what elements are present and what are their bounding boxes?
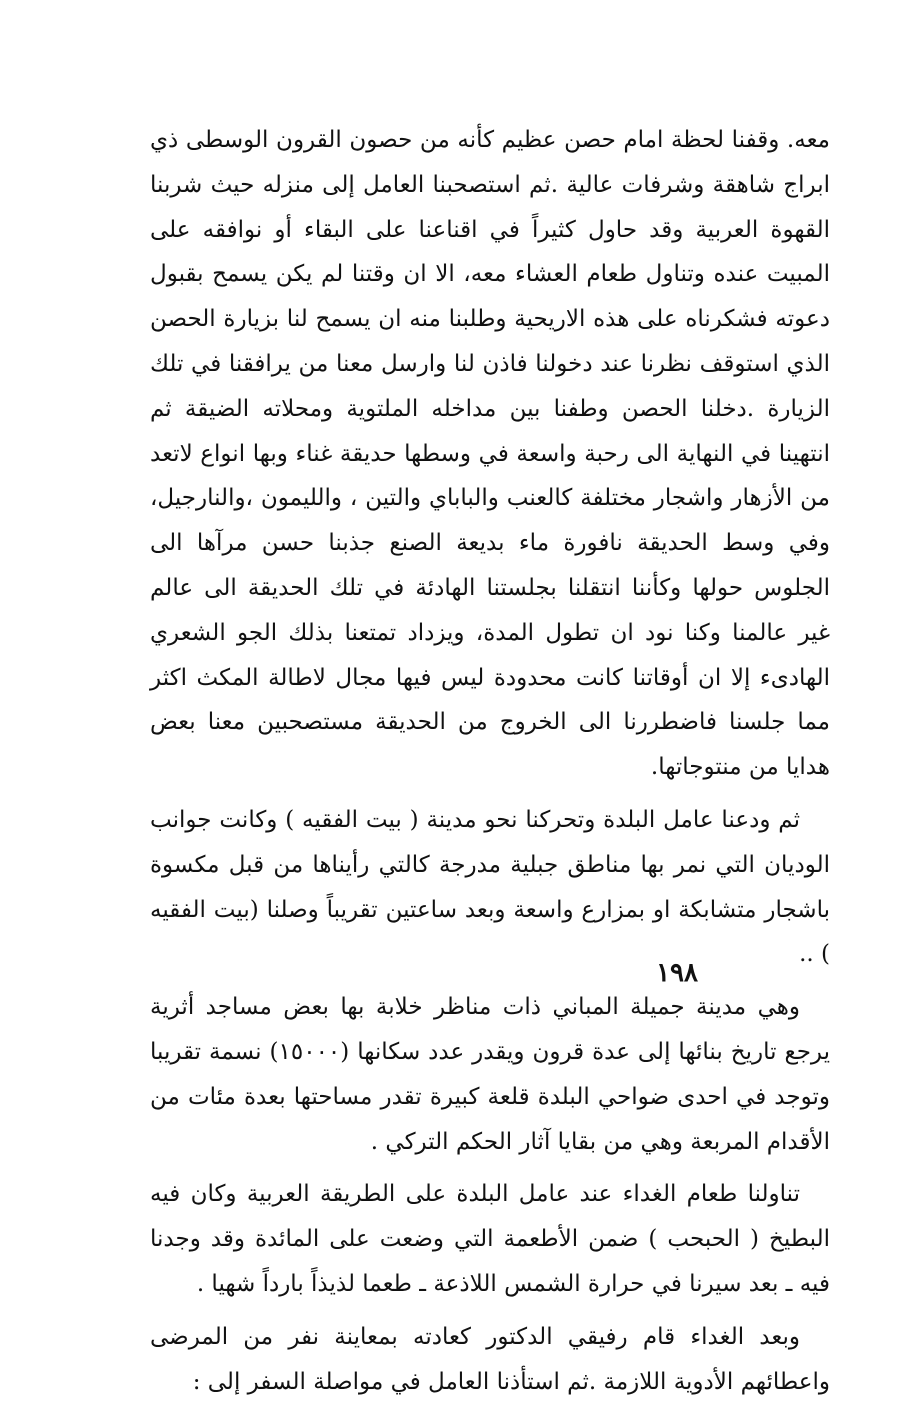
paragraph-2: ثم ودعنا عامل البلدة وتحركنا نحو مدينة ( بيت الفقيه ) وكانت جوانب الوديان التي نمر بها مناطق جبلية مدرجة كالتي رأيناها من قبل مكسوة باشجار متشابكة او بمزارع واسعة وبعد ساعتين تقريباً وصلنا (بيت الفقيه ) .. <box>150 806 830 968</box>
body-text <box>150 118 830 1404</box>
paragraph-1: معه. وقفنا لحظة امام حصن عظيم كأنه من حصون القرون الوسطى ذي ابراج شاهقة وشرفات عالية .ثم استصحبنا العامل إلى منزله حيث شربنا القهوة العربية وقد حاول كثيراً في اقناعنا على البقاء أو نوافقه على المبيت عنده وتناول طعام العشاء معه، الا ان وقتنا لم يكن يسمح بقبول دعوته فشكرناه على هذه الاريحية وطلبنا منه ان يسمح لنا بزيارة الحصن الذي استوقف نظرنا عند دخولنا فاذن لنا وارسل معنا من يرافقنا في تلك الزيارة .دخلنا الحصن وطفنا بين مداخله الملتوية ومحلاته الضيقة ثم انتهينا في النهاية الى رحبة واسعة في وسطها حديقة غناء وبها انواع لاتعد من الأزهار واشجار مختلفة كالعنب والباباي والتين ، والليمون ،والنارجيل، وفي وسط الحديقة نافورة ماء بديعة الصنع جذبنا حسن مرآها الى الجلوس حولها وكأننا انتقلنا بجلستنا الهادئة في تلك الحديقة الى عالم غير عالمنا وكنا نود ان تطول المدة، ويزداد تمتعنا بذلك الجو الشعري الهادىء إلا ان أوقاتنا كانت محدودة ليس فيها مجال لاطالة المكث اكثر مما جلسنا فاضطررنا الى الخروج من الحديقة مستصحبين معنا بعض هدايا من منتوجاتها. <box>150 127 830 781</box>
page-number: ١٩٨ <box>656 958 698 988</box>
paragraph-3: وهي مدينة جميلة المباني ذات مناظر خلابة بها بعض مساجد أثرية يرجع تاريخ بنائها إلى عدة قرون ويقدر عدد سكانها (١٥٠٠٠) نسمة تقريبا وتوجد في احدى ضواحي البلدة قلعة كبيرة تقدر مساحتها بعدة مئات من الأقدام المربعة وهي من بقايا آثار الحكم التركي . <box>150 994 830 1155</box>
paragraph-5: وبعد الغداء قام رفيقي الدكتور كعادته بمعاينة نفر من المرضى واعطائهم الأدوية اللازمة .ثم استأذنا العامل في مواصلة السفر إلى : <box>150 1323 830 1395</box>
paragraph-4: تناولنا طعام الغداء عند عامل البلدة على الطريقة العربية وكان فيه البطيخ ( الحبحب ) ضمن الأطعمة التي وضعت على المائدة وقد وجدنا فيه ـ بعد سيرنا في حرارة الشمس اللاذعة ـ طعما لذيذاً بارداً شهيا . <box>150 1181 830 1297</box>
